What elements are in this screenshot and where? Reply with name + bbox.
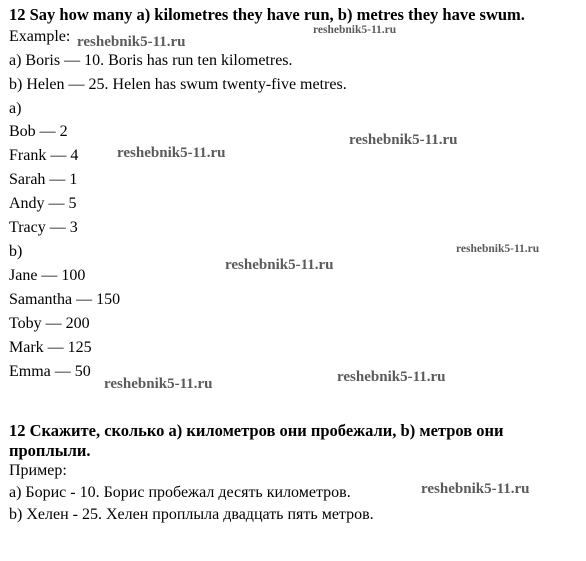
watermark: reshebnik5-11.ru — [225, 257, 334, 273]
list-item: Toby — 200 — [9, 315, 90, 332]
list-item: Emma — 50 — [9, 363, 91, 380]
watermark: reshebnik5-11.ru — [337, 369, 446, 385]
watermark: reshebnik5-11.ru — [117, 145, 226, 161]
list-item: Samantha — 150 — [9, 291, 121, 308]
watermark: reshebnik5-11.ru — [456, 243, 540, 255]
translation-title-continued: проплыли. — [9, 441, 91, 460]
section-a-label: a) — [9, 100, 22, 117]
list-item: Jane — 100 — [9, 267, 86, 284]
example-b: b) Helen — 25. Helen has swum twenty-five metres. — [9, 76, 347, 93]
section-b-label: b) — [9, 243, 23, 260]
watermark: reshebnik5-11.ru — [349, 132, 458, 148]
example-label: Example: — [9, 28, 71, 45]
watermark: reshebnik5-11.ru — [421, 481, 530, 497]
list-item: Frank — 4 — [9, 147, 79, 164]
watermark: reshebnik5-11.ru — [313, 24, 397, 36]
watermark: reshebnik5-11.ru — [77, 34, 186, 50]
translation-example-b: b) Хелен - 25. Хелен проплыла двадцать пять метров. — [9, 506, 374, 523]
translation-example-label: Пример: — [9, 462, 67, 479]
translation-example-a: а) Борис - 10. Борис пробежал десять километров. — [9, 484, 351, 501]
list-item: Tracy — 3 — [9, 219, 78, 236]
watermark: reshebnik5-11.ru — [104, 376, 213, 392]
list-item: Mark — 125 — [9, 339, 92, 356]
exercise-title: 12 Say how many a) kilometres they have run, b) metres they have swum. — [9, 5, 525, 24]
list-item: Bob — 2 — [9, 123, 68, 140]
list-item: Andy — 5 — [9, 195, 77, 212]
translation-title: 12 Скажите, сколько а) километров они пробежали, b) метров они — [9, 421, 504, 440]
example-a: a) Boris — 10. Boris has run ten kilometres. — [9, 52, 293, 69]
list-item: Sarah — 1 — [9, 171, 78, 188]
